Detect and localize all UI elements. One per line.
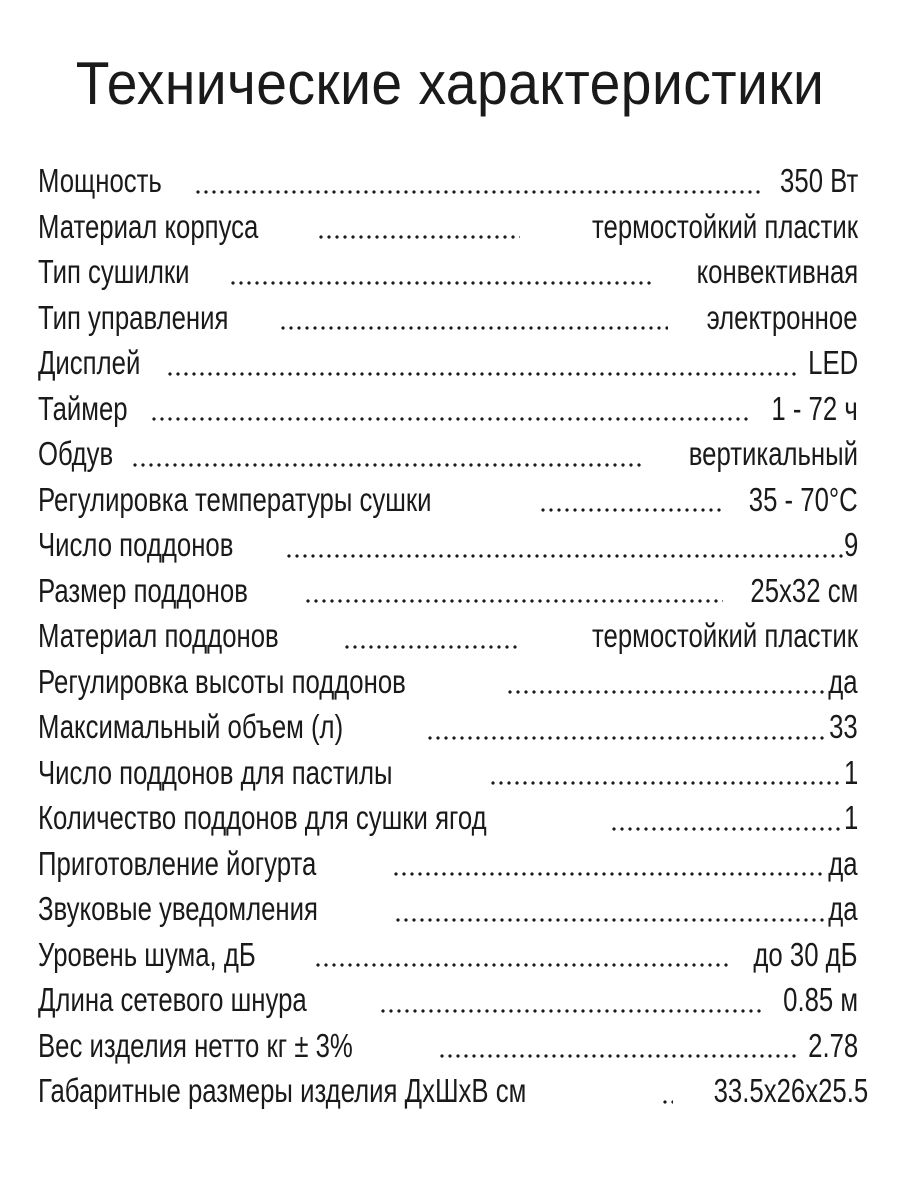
spec-value: 1 - 72 ч — [771, 389, 858, 427]
dot-leader — [131, 463, 644, 467]
spec-label: Уровень шума, дБ — [38, 935, 256, 973]
spec-label: Вес изделия нетто кг ± 3% — [38, 1026, 353, 1064]
spec-value: да — [828, 662, 858, 700]
spec-label: Приготовление йогурта — [38, 844, 317, 882]
dot-leader — [610, 827, 843, 831]
spec-value: 1 — [843, 799, 858, 836]
dot-leader — [539, 508, 721, 512]
spec-row — [38, 204, 858, 250]
spec-label: Число поддонов для пастилы — [38, 753, 393, 791]
spec-row — [38, 158, 858, 204]
spec-row — [38, 932, 858, 978]
spec-value: 33.5х26х25.5 — [713, 1072, 868, 1109]
spec-value: термостойкий пластик — [592, 617, 858, 654]
spec-row — [38, 841, 858, 887]
dot-leader — [426, 736, 825, 740]
spec-value: 350 Вт — [779, 162, 858, 199]
dot-leader — [343, 645, 520, 649]
spec-label: Длина сетевого шнура — [38, 981, 307, 1018]
spec-value: LED — [807, 344, 858, 381]
spec-label: Размер поддонов — [38, 571, 248, 609]
spec-row — [38, 431, 858, 477]
spec-row — [38, 613, 858, 659]
dot-leader — [229, 281, 654, 285]
spec-row — [38, 340, 858, 386]
spec-label: Максимальный объем (л) — [38, 708, 344, 745]
spec-label: Обдув — [38, 435, 114, 472]
spec-value: термостойкий пластик — [592, 207, 858, 245]
spec-value: 25х32 см — [750, 571, 858, 609]
spec-label: Материал корпуса — [38, 207, 259, 245]
spec-row — [38, 386, 858, 432]
spec-row — [38, 977, 858, 1023]
dot-leader — [314, 963, 728, 967]
dot-leader — [317, 235, 520, 239]
dot-leader — [285, 554, 843, 558]
spec-label: Мощность — [38, 162, 162, 199]
spec-label: Дисплей — [38, 344, 141, 381]
dot-leader — [379, 1009, 765, 1013]
dot-leader — [489, 781, 843, 785]
spec-label: Таймер — [38, 389, 128, 427]
spec-label: Количество поддонов для сушки ягод — [38, 799, 487, 836]
spec-value: вертикальный — [688, 435, 858, 472]
dot-leader — [304, 599, 723, 603]
dot-leader — [150, 417, 751, 421]
dot-leader — [194, 190, 761, 194]
spec-label: Число поддонов — [38, 526, 234, 563]
spec-row — [38, 249, 858, 295]
spec-row — [38, 795, 858, 841]
spec-row — [38, 568, 858, 614]
dot-leader — [394, 918, 824, 922]
spec-list — [38, 158, 868, 1114]
spec-row — [38, 1068, 868, 1114]
spec-row — [38, 477, 858, 523]
dot-leader — [438, 1054, 797, 1058]
spec-value: до 30 дБ — [753, 935, 858, 973]
spec-label: Регулировка высоты поддонов — [38, 662, 406, 700]
spec-value: да — [828, 890, 858, 927]
dot-leader — [506, 690, 823, 694]
spec-label: Регулировка температуры сушки — [38, 480, 432, 518]
page-title: Технические характеристики — [75, 50, 825, 117]
spec-row — [38, 659, 858, 705]
dot-leader — [279, 326, 668, 330]
spec-label: Звуковые уведомления — [38, 890, 318, 927]
spec-row — [38, 750, 858, 796]
spec-value: конвективная — [696, 253, 858, 290]
spec-row — [38, 886, 858, 932]
spec-label: Габаритные размеры изделия ДхШхВ см — [38, 1072, 527, 1109]
spec-label: Материал поддонов — [38, 617, 279, 654]
spec-value: да — [828, 844, 858, 882]
spec-row — [38, 704, 858, 750]
spec-value: 1 — [843, 753, 858, 791]
spec-row — [38, 1023, 858, 1069]
spec-label: Тип управления — [38, 298, 229, 336]
spec-value: 33 — [829, 708, 858, 745]
spec-value: 35 - 70°С — [748, 480, 858, 518]
spec-value: электронное — [707, 298, 858, 336]
dot-leader — [392, 872, 824, 876]
spec-value: 9 — [843, 526, 858, 563]
spec-value: 0.85 м — [783, 981, 858, 1018]
spec-row — [38, 295, 858, 341]
dot-leader — [166, 372, 797, 376]
dot-leader — [661, 1100, 673, 1104]
spec-label: Тип сушилки — [38, 253, 190, 290]
spec-row — [38, 522, 858, 568]
spec-value: 2.78 — [807, 1026, 858, 1064]
